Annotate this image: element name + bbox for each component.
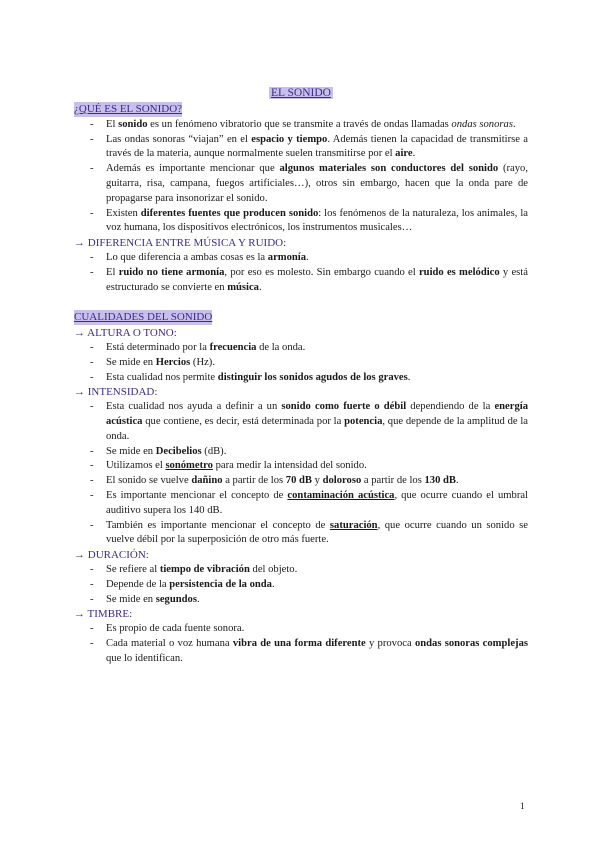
- list-item: - Se mide en Hercios (Hz).: [74, 356, 528, 371]
- list-item: - El sonido es un fenómeno vibratorio que se transmite a través de ondas llamadas ondas sonoras.: [74, 118, 528, 133]
- section-heading-altura: → ALTURA O TONO:: [74, 327, 177, 340]
- list-que-es: [74, 118, 528, 236]
- list-item: - Las ondas sonoras “viajan” en el espacio y tiempo. Además tienen la capacidad de transmitirse a través de la materia, aunque normalmente suelen transmitirse por el aire.: [74, 133, 528, 163]
- list-item: - Esta cualidad nos ayuda a definir a un sonido como fuerte o débil dependiendo de la energía acústica que contiene, es decir, está determinada por la potencia, que depende de la amplitud de la onda.: [74, 400, 528, 444]
- page-number: 1: [520, 802, 525, 812]
- list-intensidad: [74, 400, 528, 548]
- list-item: - Existen diferentes fuentes que producen sonido: los fenómenos de la naturaleza, los animales, la voz humana, los dispositivos electrónicos, los instrumentos musicales…: [74, 207, 528, 237]
- list-item: - Lo que diferencia a ambas cosas es la armonía.: [74, 251, 528, 266]
- list-item: - Está determinado por la frecuencia de la onda.: [74, 341, 528, 356]
- list-item: - Se mide en segundos.: [74, 593, 528, 608]
- list-item: - El ruido no tiene armonía, por eso es molesto. Sin embargo cuando el ruido es melódico y está estructurado se convierte en música.: [74, 266, 528, 296]
- list-item: - También es importante mencionar el concepto de saturación, que ocurre cuando un sonido se vuelve débil por la superposición de otro más fuerte.: [74, 519, 528, 549]
- list-altura: [74, 341, 528, 385]
- list-item: - Utilizamos el sonómetro para medir la intensidad del sonido.: [74, 459, 528, 474]
- section-heading-musica-ruido: → DIFERENCIA ENTRE MÚSICA Y RUIDO:: [74, 237, 287, 250]
- list-duracion: [74, 563, 528, 607]
- list-item: - Esta cualidad nos permite distinguir los sonidos agudos de los graves.: [74, 371, 528, 386]
- document-page: [74, 86, 528, 666]
- list-item: - Se mide en Decibelios (dB).: [74, 445, 528, 460]
- list-item: - Es propio de cada fuente sonora.: [74, 622, 528, 637]
- list-item: - Se refiere al tiempo de vibración del objeto.: [74, 563, 528, 578]
- list-musica-ruido: [74, 251, 528, 295]
- document-title: EL SONIDO: [271, 87, 331, 99]
- list-item: - Depende de la persistencia de la onda.: [74, 578, 528, 593]
- list-item: - Es importante mencionar el concepto de contaminación acústica, que ocurre cuando el umbral auditivo supera los 140 dB.: [74, 489, 528, 519]
- section-heading-intensidad: → INTENSIDAD:: [74, 386, 158, 399]
- list-timbre: [74, 622, 528, 666]
- list-item: - Además es importante mencionar que algunos materiales son conductores del sonido (rayo, guitarra, risa, campana, fuegos artificiales…), otros sin embargo, hacen que la onda pare de propagarse para insonorizar el sonido.: [74, 162, 528, 206]
- list-item: - El sonido se vuelve dañino a partir de los 70 dB y doloroso a partir de los 130 dB.: [74, 474, 528, 489]
- section-heading-cualidades: CUALIDADES DEL SONIDO: [74, 311, 213, 324]
- list-item: - Cada material o voz humana vibra de una forma diferente y provoca ondas sonoras complejas que lo identifican.: [74, 637, 528, 667]
- section-heading-duracion: → DURACIÓN:: [74, 549, 149, 562]
- section-heading-timbre: → TIMBRE:: [74, 608, 133, 621]
- section-heading-que-es: ¿QUÉ ES EL SONIDO?: [74, 103, 183, 115]
